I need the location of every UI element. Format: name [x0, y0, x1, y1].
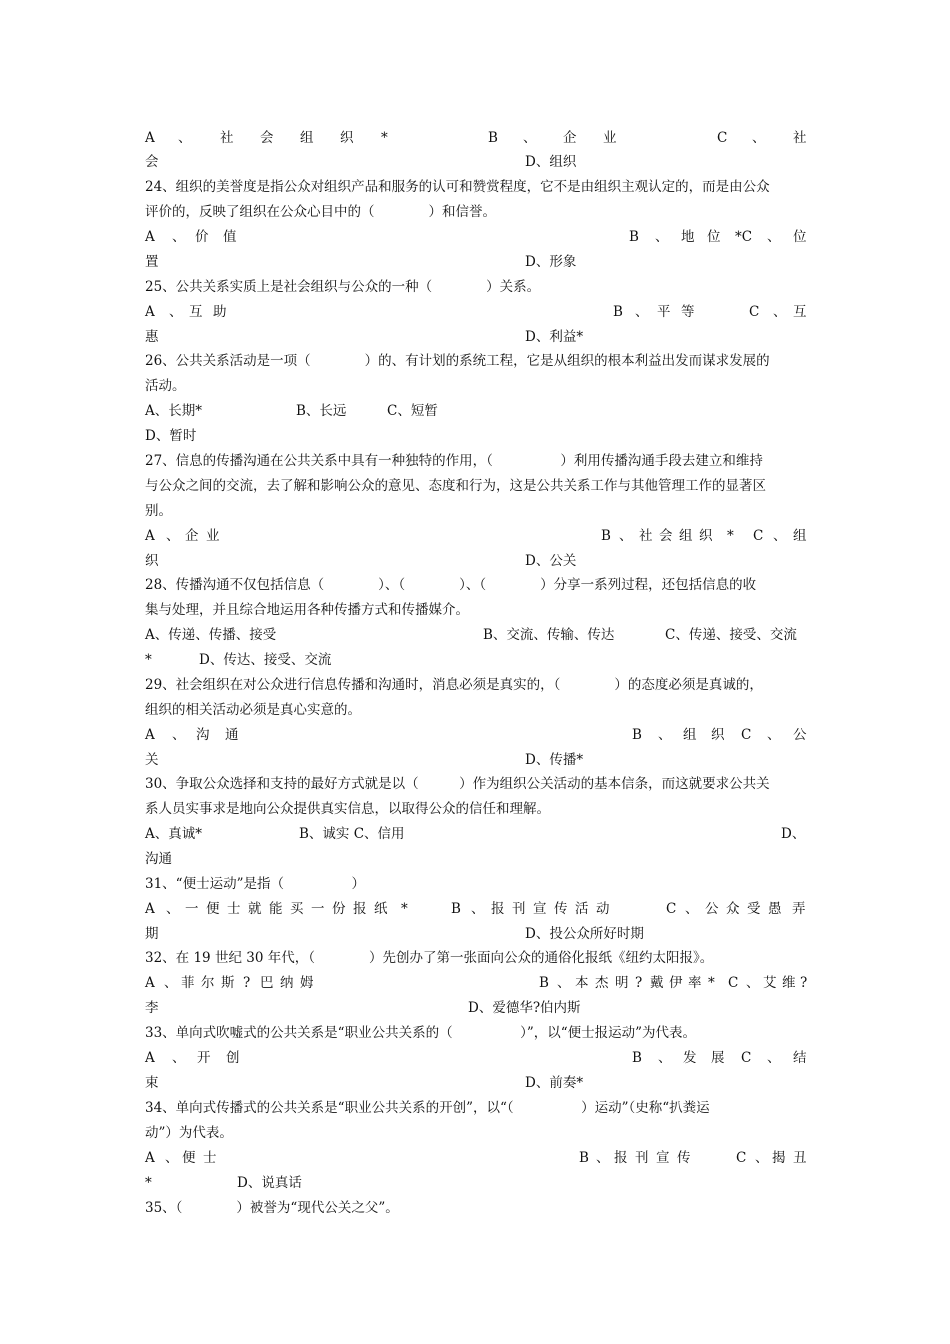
option-text: 纳: [280, 975, 294, 991]
option-text: 、: [767, 727, 781, 743]
question-34-cont: 动”）为代表。: [145, 1125, 233, 1141]
option-text: 能: [269, 901, 283, 917]
option-text: 伊: [669, 975, 683, 991]
option-c: C、短暂: [387, 403, 438, 419]
option-d: D、公关: [525, 553, 577, 569]
option-line-a-b-c: [145, 1147, 807, 1169]
option-text: *: [381, 130, 388, 146]
option-text: 、: [746, 975, 760, 991]
option-text: 、: [685, 901, 699, 917]
option-text: C: [753, 528, 764, 544]
question-28-cont: 集与处理，并且综合地运用各种传播方式和传播媒介。: [145, 602, 469, 618]
option-text: 助: [213, 304, 227, 320]
option-text: 会: [145, 154, 159, 170]
option-line-a-b-c: [145, 624, 807, 646]
option-text: 组: [679, 528, 693, 544]
option-text: 、: [752, 130, 766, 146]
option-text: 社: [220, 130, 234, 146]
option-text: 士: [203, 1150, 217, 1166]
option-line-d: [145, 649, 807, 671]
option-text: C: [741, 727, 752, 743]
question-24: 24、组织的美誉度是指公众对组织产品和服务的认可和赞赏程度，它不是由组织主观认定的，而是由公众: [145, 179, 770, 195]
option-text: 社: [793, 130, 807, 146]
option-text: 明: [615, 975, 629, 991]
option-text: 、: [658, 1050, 672, 1066]
option-text: 、: [773, 304, 787, 320]
option-text: 菲: [181, 975, 195, 991]
option-text: 织: [699, 528, 713, 544]
option-text: ?: [635, 975, 643, 991]
option-b: B、长远: [296, 403, 347, 419]
option-text: 斯: [221, 975, 235, 991]
option-d: D、暂时: [145, 428, 197, 444]
option-text: 、: [557, 975, 571, 991]
option-d: D、前奏*: [525, 1075, 584, 1091]
option-line-d: [145, 151, 807, 173]
option-text: 沟通: [145, 851, 172, 867]
option-text: 关: [145, 752, 159, 768]
option-text: A: [145, 229, 155, 245]
option-text: 、: [164, 975, 178, 991]
option-d: D、投公众所好时期: [525, 926, 644, 942]
option-text: 买: [290, 901, 304, 917]
option-text: 便: [206, 901, 220, 917]
option-text: 、: [635, 304, 649, 320]
option-text: 传: [554, 901, 568, 917]
option-text: 期: [145, 926, 159, 942]
option-text: B: [451, 901, 461, 917]
option-line-d: [145, 923, 807, 945]
option-d: D、传达、接受、交流: [199, 652, 332, 668]
option-text: 率: [688, 975, 702, 991]
option-text: 艾: [763, 975, 777, 991]
option-text: A: [145, 528, 155, 544]
option-text: 、: [172, 1050, 186, 1066]
option-line-a-b-c: [145, 823, 807, 845]
option-text: 刊: [512, 901, 526, 917]
option-text: 等: [681, 304, 695, 320]
option-line-d: [145, 1072, 807, 1094]
option-text: 、: [471, 901, 485, 917]
option-text: 、: [655, 229, 669, 245]
option-text: 、: [165, 1150, 179, 1166]
option-text: *: [145, 652, 152, 668]
option-text: 企: [185, 528, 199, 544]
option-text: 宣: [533, 901, 547, 917]
option-text: 本: [575, 975, 589, 991]
option-d: D、: [781, 826, 806, 842]
question-30-cont: 系人员实事求是地向公众提供真实信息，以取得公众的信任和理解。: [145, 801, 550, 817]
option-text: 刊: [635, 1150, 649, 1166]
option-text: 、: [178, 130, 192, 146]
question-26: 26、公共关系活动是一项（ ）的、有计划的系统工程，它是从组织的根本利益出发而谋求发展的: [145, 353, 770, 369]
option-text: B: [629, 229, 639, 245]
option-text: 报: [353, 901, 367, 917]
question-31: 31、“便士运动”是指（ ）: [145, 876, 365, 892]
option-text: A: [145, 1150, 155, 1166]
option-text: 动: [596, 901, 610, 917]
question-32: 32、在 19 世纪 30 年代，（ ）先创办了第一张面向公众的通俗化报纸《纽约太阳报》。: [145, 950, 714, 966]
option-a: A、真诚*: [145, 826, 202, 842]
option-text: 维: [782, 975, 796, 991]
option-text: B: [601, 528, 611, 544]
option-text: C: [666, 901, 677, 917]
option-text: 份: [332, 901, 346, 917]
option-d: D、说真话: [237, 1175, 302, 1191]
option-text: 报: [614, 1150, 628, 1166]
question-27: 27、信息的传播沟通在公共关系中具有一种独特的作用，（ ）利用传播沟通手段去建立和维持: [145, 453, 763, 469]
option-line-d: [145, 550, 807, 572]
option-text: C: [728, 975, 739, 991]
option-line-a-b-c: [145, 724, 807, 746]
option-line-d: [145, 251, 807, 273]
option-text: A: [145, 304, 155, 320]
option-text: 、: [169, 304, 183, 320]
option-text: 、: [773, 528, 787, 544]
option-text: A: [145, 130, 155, 146]
option-text: 、: [523, 130, 537, 146]
question-33: 33、单向式吹嘘式的公共关系是“职业公共关系的（ ）”，以“便士报运动”为代表。: [145, 1025, 697, 1041]
option-text: 位: [793, 229, 807, 245]
option-text: 地: [681, 229, 695, 245]
option-text: 展: [711, 1050, 725, 1066]
option-text: *: [145, 1175, 152, 1191]
option-text: C: [717, 130, 728, 146]
option-text: 组: [683, 727, 697, 743]
option-text: 企: [563, 130, 577, 146]
option-line-a-b-c: [145, 226, 807, 248]
option-d: D、组织: [525, 154, 577, 170]
option-text: B: [632, 727, 642, 743]
option-text: 、: [658, 727, 672, 743]
option-d: D、利益*: [525, 329, 584, 345]
question-30: 30、争取公众选择和支持的最好方式就是以（ ）作为组织公关活动的基本信条，而这就要求公共关: [145, 776, 770, 792]
option-a: A、传递、传播、接受: [145, 627, 277, 643]
question-27-cont: 与公众之间的交流，去了解和影响公众的意见、态度和行为，这是公共关系工作与其他管理工作的显著区: [145, 478, 766, 494]
option-line-d: [145, 1172, 807, 1194]
option-line-a-b-c: [145, 972, 807, 994]
option-text: 愚: [768, 901, 782, 917]
option-text: 便: [182, 1150, 196, 1166]
question-29: 29、社会组织在对公众进行信息传播和沟通时，消息必须是真实的，（ ）的态度必须是真诚的，: [145, 677, 763, 693]
option-line-d: [145, 749, 807, 771]
option-text: 一: [311, 901, 325, 917]
option-line-a-b-c: [145, 127, 807, 149]
option-text: 活: [575, 901, 589, 917]
option-text: 织: [340, 130, 354, 146]
option-text: 就: [248, 901, 262, 917]
question-26-cont: 活动。: [145, 378, 186, 394]
option-text: B: [488, 130, 498, 146]
option-text: 业: [603, 130, 617, 146]
question-35: 35、（ ）被誉为“现代公关之父”。: [145, 1200, 399, 1216]
option-text: 通: [225, 727, 239, 743]
option-text: 姆: [300, 975, 314, 991]
option-line-a-b-c: [145, 1047, 807, 1069]
option-text: 业: [206, 528, 220, 544]
option-text: 纸: [374, 901, 388, 917]
option-line-a-b-c: [145, 525, 807, 547]
option-text: *: [708, 975, 715, 991]
option-text: *C: [735, 229, 753, 245]
option-text: 织: [711, 727, 725, 743]
option-text: 丑: [793, 1150, 807, 1166]
option-text: 会: [260, 130, 274, 146]
option-text: 惠: [145, 329, 159, 345]
question-29-cont: 组织的相关活动必须是真心实意的。: [145, 702, 361, 718]
option-text: 束: [145, 1075, 159, 1091]
option-text: 宣: [656, 1150, 670, 1166]
option-text: ?: [243, 975, 251, 991]
option-text: B: [539, 975, 549, 991]
option-c: C、传递、接受、交流: [665, 627, 797, 643]
question-25: 25、公共关系实质上是社会组织与公众的一种（ ）关系。: [145, 279, 541, 295]
option-text: 公: [793, 727, 807, 743]
option-text: 组: [793, 528, 807, 544]
question-34: 34、单向式传播式的公共关系是“职业公共关系的开创”，以“（ ）运动”（史称“扒粪运: [145, 1100, 710, 1116]
option-text: 、: [767, 1050, 781, 1066]
option-line-a-b-c: [145, 898, 807, 920]
option-text: B: [613, 304, 623, 320]
option-text: 报: [491, 901, 505, 917]
option-text: *: [401, 901, 408, 917]
option-d: D、形象: [525, 254, 577, 270]
option-text: 、: [166, 528, 180, 544]
option-text: 、: [172, 229, 186, 245]
option-text: 结: [793, 1050, 807, 1066]
option-text: C: [736, 1150, 747, 1166]
option-text: ?: [800, 975, 808, 991]
option-text: 杰: [595, 975, 609, 991]
option-text: 沟: [196, 727, 210, 743]
option-text: 互: [189, 304, 203, 320]
question-24-cont: 评价的，反映了组织在公众心目中的（ ）和信誉。: [145, 204, 496, 220]
option-text: A: [145, 1050, 155, 1066]
option-text: 传: [677, 1150, 691, 1166]
option-text: 、: [172, 727, 186, 743]
option-text: 、: [767, 229, 781, 245]
option-text: 置: [145, 254, 159, 270]
option-d: D、爱德华?伯内斯: [468, 1000, 581, 1016]
option-b: B、交流、传输、传达: [483, 627, 615, 643]
option-text: 织: [145, 553, 159, 569]
option-line-d: [145, 326, 807, 348]
option-text: 、: [596, 1150, 610, 1166]
option-line-d: [145, 997, 807, 1019]
option-text: 、: [166, 901, 180, 917]
option-text: 戴: [650, 975, 664, 991]
option-line-a-b-c: [145, 400, 807, 422]
option-text: 值: [223, 229, 237, 245]
option-text: 公: [705, 901, 719, 917]
option-text: 价: [195, 229, 209, 245]
option-text: A: [145, 727, 155, 743]
option-text: 士: [227, 901, 241, 917]
option-text: 平: [657, 304, 671, 320]
question-28: 28、传播沟通不仅包括信息（ ）、（ ）、（ ）分享一系列过程，还包括信息的收: [145, 577, 757, 593]
option-b: B、诚实 C、信用: [299, 826, 405, 842]
option-text: B: [632, 1050, 642, 1066]
option-text: 众: [726, 901, 740, 917]
option-text: 尔: [201, 975, 215, 991]
option-text: 、: [619, 528, 633, 544]
option-line-a-b-c: [145, 301, 807, 323]
option-text: A: [145, 901, 155, 917]
option-text: 会: [659, 528, 673, 544]
option-text: 弄: [792, 901, 806, 917]
option-text: 李: [145, 1000, 159, 1016]
option-text: 组: [300, 130, 314, 146]
option-text: B: [579, 1150, 589, 1166]
option-text: 发: [683, 1050, 697, 1066]
option-text: A: [145, 975, 155, 991]
option-text: 受: [747, 901, 761, 917]
option-text: 揭: [772, 1150, 786, 1166]
option-text: C: [741, 1050, 752, 1066]
option-text: 创: [226, 1050, 240, 1066]
option-d: D、传播*: [525, 752, 584, 768]
option-a: A、长期*: [145, 403, 202, 419]
option-text: 互: [793, 304, 807, 320]
option-text: 位: [707, 229, 721, 245]
option-text: 开: [197, 1050, 211, 1066]
question-27-cont: 别。: [145, 503, 172, 519]
option-text: C: [749, 304, 760, 320]
option-text: 一: [185, 901, 199, 917]
option-text: 、: [755, 1150, 769, 1166]
option-text: 社: [639, 528, 653, 544]
option-text: 巴: [260, 975, 274, 991]
option-text: *: [727, 528, 734, 544]
